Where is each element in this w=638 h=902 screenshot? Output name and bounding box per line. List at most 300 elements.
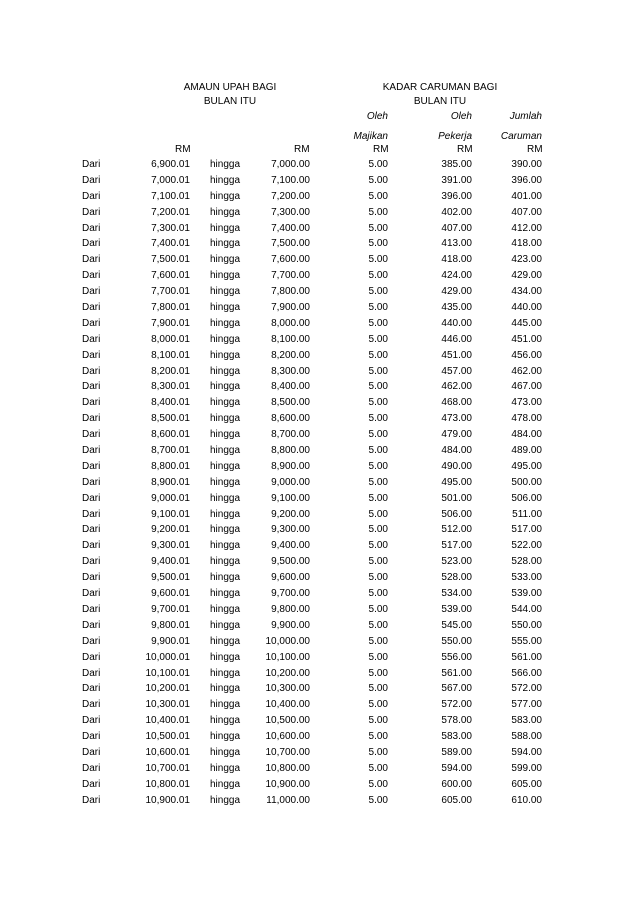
cell-employee-contribution: 594.00 [441, 762, 472, 774]
table-row [0, 761, 638, 777]
cell-employer-contribution: 5.00 [368, 588, 388, 600]
cell-employer-contribution: 5.00 [368, 492, 388, 504]
cell-dari: Dari [82, 381, 101, 393]
cell-wage-from: 10,700.01 [145, 762, 190, 774]
cell-wage-from: 9,000.01 [151, 492, 190, 504]
cell-wage-to: 8,100.00 [271, 333, 310, 345]
cell-total-contribution: 506.00 [511, 492, 542, 504]
cell-total-contribution: 522.00 [511, 540, 542, 552]
cell-dari: Dari [82, 540, 101, 552]
cell-total-contribution: 561.00 [511, 651, 542, 663]
cell-employer-contribution: 5.00 [368, 174, 388, 186]
rm-to-label: RM [294, 144, 310, 155]
cell-hingga: hingga [210, 286, 241, 298]
cell-employer-contribution: 5.00 [368, 683, 388, 695]
table-row [0, 793, 638, 809]
cell-dari: Dari [82, 603, 101, 615]
cell-hingga: hingga [210, 524, 241, 536]
table-row [0, 268, 638, 284]
cell-employee-contribution: 550.00 [441, 635, 472, 647]
table-row [0, 348, 638, 364]
cell-dari: Dari [82, 254, 101, 266]
cell-wage-to: 8,400.00 [271, 381, 310, 393]
cell-dari: Dari [82, 715, 101, 727]
cell-employer-contribution: 5.00 [368, 270, 388, 282]
cell-wage-from: 8,000.01 [151, 333, 190, 345]
cell-hingga: hingga [210, 762, 241, 774]
cell-hingga: hingga [210, 413, 241, 425]
cell-total-contribution: 484.00 [511, 429, 542, 441]
cell-wage-from: 7,600.01 [151, 270, 190, 282]
table-row [0, 507, 638, 523]
cell-employee-contribution: 391.00 [441, 174, 472, 186]
cell-employer-contribution: 5.00 [368, 238, 388, 250]
cell-wage-to: 9,000.00 [271, 476, 310, 488]
header-amaun-line1: AMAUN UPAH BAGI [183, 82, 277, 93]
cell-employer-contribution: 5.00 [368, 603, 388, 615]
cell-wage-to: 9,800.00 [271, 603, 310, 615]
cell-dari: Dari [82, 460, 101, 472]
cell-hingga: hingga [210, 794, 241, 806]
cell-dari: Dari [82, 413, 101, 425]
table-row [0, 379, 638, 395]
cell-hingga: hingga [210, 302, 241, 314]
cell-total-contribution: 599.00 [511, 762, 542, 774]
rm-jumlah-label: RM [527, 144, 543, 155]
cell-hingga: hingga [210, 588, 241, 600]
cell-wage-from: 7,000.01 [151, 174, 190, 186]
cell-wage-to: 7,400.00 [271, 222, 310, 234]
cell-dari: Dari [82, 238, 101, 250]
table-row [0, 284, 638, 300]
cell-total-contribution: 407.00 [511, 206, 542, 218]
cell-total-contribution: 583.00 [511, 715, 542, 727]
cell-total-contribution: 451.00 [511, 333, 542, 345]
cell-hingga: hingga [210, 238, 241, 250]
cell-hingga: hingga [210, 667, 241, 679]
cell-dari: Dari [82, 286, 101, 298]
cell-employer-contribution: 5.00 [368, 333, 388, 345]
cell-total-contribution: 539.00 [511, 588, 542, 600]
cell-wage-to: 9,200.00 [271, 508, 310, 520]
cell-total-contribution: 423.00 [511, 254, 542, 266]
cell-wage-from: 10,900.01 [145, 794, 190, 806]
cell-total-contribution: 577.00 [511, 699, 542, 711]
cell-wage-to: 10,000.00 [265, 635, 310, 647]
table-row [0, 395, 638, 411]
table-row [0, 650, 638, 666]
cell-dari: Dari [82, 746, 101, 758]
cell-total-contribution: 489.00 [511, 445, 542, 457]
cell-employee-contribution: 385.00 [441, 159, 472, 170]
cell-hingga: hingga [210, 619, 241, 631]
cell-employee-contribution: 413.00 [441, 238, 472, 250]
cell-employee-contribution: 424.00 [441, 270, 472, 282]
cell-dari: Dari [82, 794, 101, 806]
cell-total-contribution: 473.00 [511, 397, 542, 409]
cell-hingga: hingga [210, 699, 241, 711]
cell-employee-contribution: 578.00 [441, 715, 472, 727]
cell-dari: Dari [82, 445, 101, 457]
cell-wage-from: 10,000.01 [145, 651, 190, 663]
cell-total-contribution: 401.00 [511, 190, 542, 202]
cell-dari: Dari [82, 572, 101, 584]
cell-employer-contribution: 5.00 [368, 524, 388, 536]
table-row [0, 221, 638, 237]
cell-employee-contribution: 473.00 [441, 413, 472, 425]
table-row [0, 443, 638, 459]
header-oleh-pekerja [402, 110, 472, 144]
table-row [0, 522, 638, 538]
cell-wage-to: 9,700.00 [271, 588, 310, 600]
header-jumlah-caruman [472, 110, 542, 144]
cell-wage-from: 7,400.01 [151, 238, 190, 250]
cell-wage-to: 10,500.00 [265, 715, 310, 727]
cell-employer-contribution: 5.00 [368, 762, 388, 774]
cell-wage-from: 8,500.01 [151, 413, 190, 425]
cell-wage-to: 7,800.00 [271, 286, 310, 298]
table-row [0, 697, 638, 713]
table-row [0, 634, 638, 650]
cell-employee-contribution: 402.00 [441, 206, 472, 218]
table-row [0, 491, 638, 507]
cell-dari: Dari [82, 317, 101, 329]
cell-employee-contribution: 490.00 [441, 460, 472, 472]
cell-wage-to: 7,600.00 [271, 254, 310, 266]
cell-wage-from: 7,200.01 [151, 206, 190, 218]
cell-employer-contribution: 5.00 [368, 206, 388, 218]
cell-total-contribution: 594.00 [511, 746, 542, 758]
cell-hingga: hingga [210, 333, 241, 345]
cell-total-contribution: 544.00 [511, 603, 542, 615]
cell-hingga: hingga [210, 174, 241, 186]
cell-hingga: hingga [210, 492, 241, 504]
cell-employee-contribution: 605.00 [441, 794, 472, 806]
cell-dari: Dari [82, 492, 101, 504]
cell-employee-contribution: 468.00 [441, 397, 472, 409]
cell-hingga: hingga [210, 190, 241, 202]
cell-employer-contribution: 5.00 [368, 460, 388, 472]
cell-wage-from: 9,500.01 [151, 572, 190, 584]
cell-wage-from: 8,700.01 [151, 445, 190, 457]
header-amaun-line2: BULAN ITU [203, 96, 257, 107]
cell-wage-from: 7,800.01 [151, 302, 190, 314]
header-kadar-line1: KADAR CARUMAN BAGI [382, 82, 498, 93]
cell-employer-contribution: 5.00 [368, 731, 388, 743]
cell-hingga: hingga [210, 254, 241, 266]
cell-total-contribution: 478.00 [511, 413, 542, 425]
cell-wage-from: 7,700.01 [151, 286, 190, 298]
table-row [0, 554, 638, 570]
cell-wage-to: 7,700.00 [271, 270, 310, 282]
cell-employer-contribution: 5.00 [368, 317, 388, 329]
cell-hingga: hingga [210, 778, 241, 790]
cell-dari: Dari [82, 635, 101, 647]
header-jumlah-line2: Caruman [500, 131, 542, 142]
cell-wage-to: 9,600.00 [271, 572, 310, 584]
cell-dari: Dari [82, 667, 101, 679]
cell-total-contribution: 429.00 [511, 270, 542, 282]
cell-dari: Dari [82, 476, 101, 488]
header-kadar-caruman [330, 81, 550, 109]
cell-total-contribution: 528.00 [511, 556, 542, 568]
table-row [0, 666, 638, 682]
table-row [0, 745, 638, 761]
cell-employer-contribution: 5.00 [368, 572, 388, 584]
cell-wage-from: 9,300.01 [151, 540, 190, 552]
cell-employer-contribution: 5.00 [368, 699, 388, 711]
cell-employee-contribution: 396.00 [441, 190, 472, 202]
cell-hingga: hingga [210, 635, 241, 647]
cell-employer-contribution: 5.00 [368, 397, 388, 409]
cell-employer-contribution: 5.00 [368, 619, 388, 631]
cell-employee-contribution: 451.00 [441, 349, 472, 361]
cell-employer-contribution: 5.00 [368, 190, 388, 202]
cell-wage-to: 10,900.00 [265, 778, 310, 790]
cell-hingga: hingga [210, 476, 241, 488]
cell-employee-contribution: 523.00 [441, 556, 472, 568]
cell-hingga: hingga [210, 365, 241, 377]
cell-employer-contribution: 5.00 [368, 635, 388, 647]
cell-wage-from: 8,100.01 [151, 349, 190, 361]
cell-employee-contribution: 528.00 [441, 572, 472, 584]
cell-wage-to: 7,500.00 [271, 238, 310, 250]
cell-wage-from: 6,900.01 [151, 159, 190, 170]
table-row [0, 205, 638, 221]
table-row [0, 681, 638, 697]
cell-employee-contribution: 506.00 [441, 508, 472, 520]
cell-wage-to: 8,600.00 [271, 413, 310, 425]
cell-hingga: hingga [210, 381, 241, 393]
cell-hingga: hingga [210, 349, 241, 361]
cell-total-contribution: 434.00 [511, 286, 542, 298]
cell-employer-contribution: 5.00 [368, 365, 388, 377]
cell-total-contribution: 500.00 [511, 476, 542, 488]
cell-wage-from: 8,900.01 [151, 476, 190, 488]
cell-hingga: hingga [210, 508, 241, 520]
cell-hingga: hingga [210, 222, 241, 234]
cell-wage-from: 9,900.01 [151, 635, 190, 647]
cell-wage-from: 10,500.01 [145, 731, 190, 743]
cell-wage-to: 8,500.00 [271, 397, 310, 409]
header-kadar-line2: BULAN ITU [413, 96, 467, 107]
header-pekerja-line1: Oleh [450, 111, 472, 122]
cell-employee-contribution: 600.00 [441, 778, 472, 790]
cell-total-contribution: 533.00 [511, 572, 542, 584]
cell-wage-from: 9,800.01 [151, 619, 190, 631]
header-amaun-upah [140, 81, 320, 109]
table-row [0, 538, 638, 554]
cell-wage-to: 7,100.00 [271, 174, 310, 186]
cell-employee-contribution: 418.00 [441, 254, 472, 266]
cell-employee-contribution: 539.00 [441, 603, 472, 615]
cell-employee-contribution: 446.00 [441, 333, 472, 345]
cell-employer-contribution: 5.00 [368, 381, 388, 393]
cell-hingga: hingga [210, 731, 241, 743]
rm-from-label: RM [175, 144, 191, 155]
table-row [0, 602, 638, 618]
cell-wage-from: 10,800.01 [145, 778, 190, 790]
cell-employer-contribution: 5.00 [368, 413, 388, 425]
cell-hingga: hingga [210, 651, 241, 663]
cell-wage-from: 8,300.01 [151, 381, 190, 393]
table-row [0, 729, 638, 745]
cell-wage-from: 7,900.01 [151, 317, 190, 329]
cell-dari: Dari [82, 731, 101, 743]
cell-dari: Dari [82, 683, 101, 695]
cell-wage-to: 9,300.00 [271, 524, 310, 536]
cell-hingga: hingga [210, 445, 241, 457]
rm-pekerja-label: RM [457, 144, 473, 155]
header-majikan-line1: Oleh [366, 111, 388, 122]
cell-employee-contribution: 556.00 [441, 651, 472, 663]
cell-total-contribution: 456.00 [511, 349, 542, 361]
cell-hingga: hingga [210, 397, 241, 409]
cell-wage-from: 10,200.01 [145, 683, 190, 695]
cell-dari: Dari [82, 159, 101, 170]
cell-total-contribution: 396.00 [511, 174, 542, 186]
table-row [0, 157, 638, 173]
cell-dari: Dari [82, 333, 101, 345]
cell-wage-to: 10,700.00 [265, 746, 310, 758]
cell-wage-from: 8,800.01 [151, 460, 190, 472]
cell-total-contribution: 517.00 [511, 524, 542, 536]
cell-dari: Dari [82, 699, 101, 711]
cell-total-contribution: 440.00 [511, 302, 542, 314]
table-row [0, 316, 638, 332]
cell-employee-contribution: 435.00 [441, 302, 472, 314]
cell-employee-contribution: 462.00 [441, 381, 472, 393]
cell-employee-contribution: 440.00 [441, 317, 472, 329]
cell-total-contribution: 511.00 [512, 508, 542, 520]
cell-hingga: hingga [210, 460, 241, 472]
cell-employer-contribution: 5.00 [368, 508, 388, 520]
cell-hingga: hingga [210, 317, 241, 329]
cell-wage-to: 10,100.00 [265, 651, 310, 663]
cell-hingga: hingga [210, 746, 241, 758]
cell-wage-to: 9,400.00 [271, 540, 310, 552]
cell-total-contribution: 412.00 [511, 222, 542, 234]
cell-wage-from: 8,200.01 [151, 365, 190, 377]
cell-hingga: hingga [210, 540, 241, 552]
cell-wage-to: 9,500.00 [271, 556, 310, 568]
cell-wage-from: 9,200.01 [151, 524, 190, 536]
cell-total-contribution: 445.00 [511, 317, 542, 329]
table-row [0, 570, 638, 586]
cell-total-contribution: 418.00 [511, 238, 542, 250]
table-row [0, 618, 638, 634]
cell-employee-contribution: 583.00 [441, 731, 472, 743]
cell-employee-contribution: 407.00 [441, 222, 472, 234]
header-majikan-line2: Majikan [353, 131, 388, 142]
cell-wage-to: 8,900.00 [271, 460, 310, 472]
cell-dari: Dari [82, 524, 101, 536]
cell-wage-to: 8,000.00 [271, 317, 310, 329]
cell-wage-to: 8,700.00 [271, 429, 310, 441]
cell-employee-contribution: 484.00 [441, 445, 472, 457]
cell-employee-contribution: 429.00 [441, 286, 472, 298]
table-row [0, 173, 638, 189]
cell-employer-contribution: 5.00 [368, 476, 388, 488]
cell-dari: Dari [82, 619, 101, 631]
cell-dari: Dari [82, 270, 101, 282]
cell-dari: Dari [82, 778, 101, 790]
table-row [0, 777, 638, 793]
cell-wage-from: 10,100.01 [145, 667, 190, 679]
cell-dari: Dari [82, 302, 101, 314]
cell-dari: Dari [82, 508, 101, 520]
table-row [0, 332, 638, 348]
cell-dari: Dari [82, 762, 101, 774]
cell-employee-contribution: 561.00 [441, 667, 472, 679]
cell-hingga: hingga [210, 603, 241, 615]
cell-wage-to: 10,300.00 [265, 683, 310, 695]
cell-employer-contribution: 5.00 [368, 159, 388, 170]
header-oleh-majikan [318, 110, 388, 144]
table-row [0, 236, 638, 252]
contribution-table [0, 157, 638, 809]
cell-wage-to: 8,300.00 [271, 365, 310, 377]
cell-total-contribution: 572.00 [511, 683, 542, 695]
cell-wage-to: 10,600.00 [265, 731, 310, 743]
cell-dari: Dari [82, 349, 101, 361]
cell-employee-contribution: 534.00 [441, 588, 472, 600]
table-row [0, 586, 638, 602]
cell-wage-from: 7,100.01 [151, 190, 190, 202]
cell-wage-from: 9,100.01 [151, 508, 190, 520]
cell-hingga: hingga [210, 572, 241, 584]
cell-total-contribution: 495.00 [511, 460, 542, 472]
cell-wage-to: 9,900.00 [271, 619, 310, 631]
cell-employee-contribution: 495.00 [441, 476, 472, 488]
cell-employer-contribution: 5.00 [368, 715, 388, 727]
cell-employer-contribution: 5.00 [368, 302, 388, 314]
cell-employee-contribution: 479.00 [441, 429, 472, 441]
cell-employer-contribution: 5.00 [368, 540, 388, 552]
cell-dari: Dari [82, 206, 101, 218]
table-row [0, 427, 638, 443]
cell-employee-contribution: 567.00 [441, 683, 472, 695]
cell-dari: Dari [82, 651, 101, 663]
cell-dari: Dari [82, 174, 101, 186]
cell-hingga: hingga [210, 159, 241, 170]
cell-wage-to: 8,200.00 [271, 349, 310, 361]
cell-wage-from: 10,400.01 [145, 715, 190, 727]
cell-dari: Dari [82, 397, 101, 409]
cell-employee-contribution: 501.00 [441, 492, 472, 504]
cell-wage-from: 10,600.01 [145, 746, 190, 758]
table-row [0, 189, 638, 205]
header-jumlah-line1: Jumlah [509, 111, 542, 122]
cell-total-contribution: 605.00 [511, 778, 542, 790]
cell-employer-contribution: 5.00 [368, 222, 388, 234]
cell-wage-to: 10,400.00 [265, 699, 310, 711]
table-row [0, 364, 638, 380]
cell-wage-from: 7,500.01 [151, 254, 190, 266]
cell-total-contribution: 467.00 [511, 381, 542, 393]
cell-wage-to: 8,800.00 [271, 445, 310, 457]
cell-dari: Dari [82, 365, 101, 377]
cell-wage-from: 9,700.01 [151, 603, 190, 615]
cell-wage-to: 10,800.00 [265, 762, 310, 774]
table-row [0, 475, 638, 491]
cell-total-contribution: 555.00 [511, 635, 542, 647]
cell-wage-to: 7,900.00 [271, 302, 310, 314]
cell-dari: Dari [82, 429, 101, 441]
cell-wage-to: 7,000.00 [271, 159, 310, 170]
cell-hingga: hingga [210, 270, 241, 282]
cell-employer-contribution: 5.00 [368, 445, 388, 457]
